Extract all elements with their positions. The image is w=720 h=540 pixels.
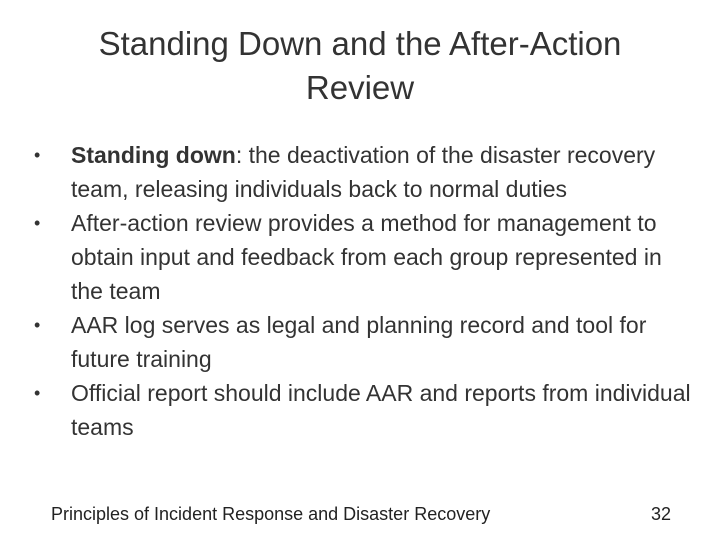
slide-title: Standing Down and the After-Action Review bbox=[98, 25, 622, 106]
bullet-item bbox=[34, 308, 694, 376]
bullet-item bbox=[34, 206, 694, 308]
bullet-text: AAR log serves as legal and planning record and tool for future training bbox=[71, 312, 647, 372]
bullet-dot-icon: • bbox=[34, 383, 41, 403]
bullet-text: : the deactivation of the disaster recovery team, releasing individuals back to normal duties bbox=[71, 142, 656, 202]
bullet-item bbox=[34, 376, 694, 444]
bullet-text: Official report should include AAR and reports from individual teams bbox=[71, 380, 691, 440]
bullet-list bbox=[34, 138, 694, 444]
bullet-term: Standing down bbox=[71, 142, 236, 168]
bullet-item bbox=[34, 138, 694, 206]
page-number: 32 bbox=[650, 504, 671, 524]
bullet-dot-icon: • bbox=[34, 213, 41, 233]
bullet-dot-icon: • bbox=[34, 315, 41, 335]
footer-text: Principles of Incident Response and Disaster Recovery bbox=[51, 504, 491, 524]
bullet-dot-icon: • bbox=[34, 145, 41, 165]
bullet-text: After-action review provides a method for management to obtain input and feedback from each group represented in the team bbox=[71, 210, 662, 304]
